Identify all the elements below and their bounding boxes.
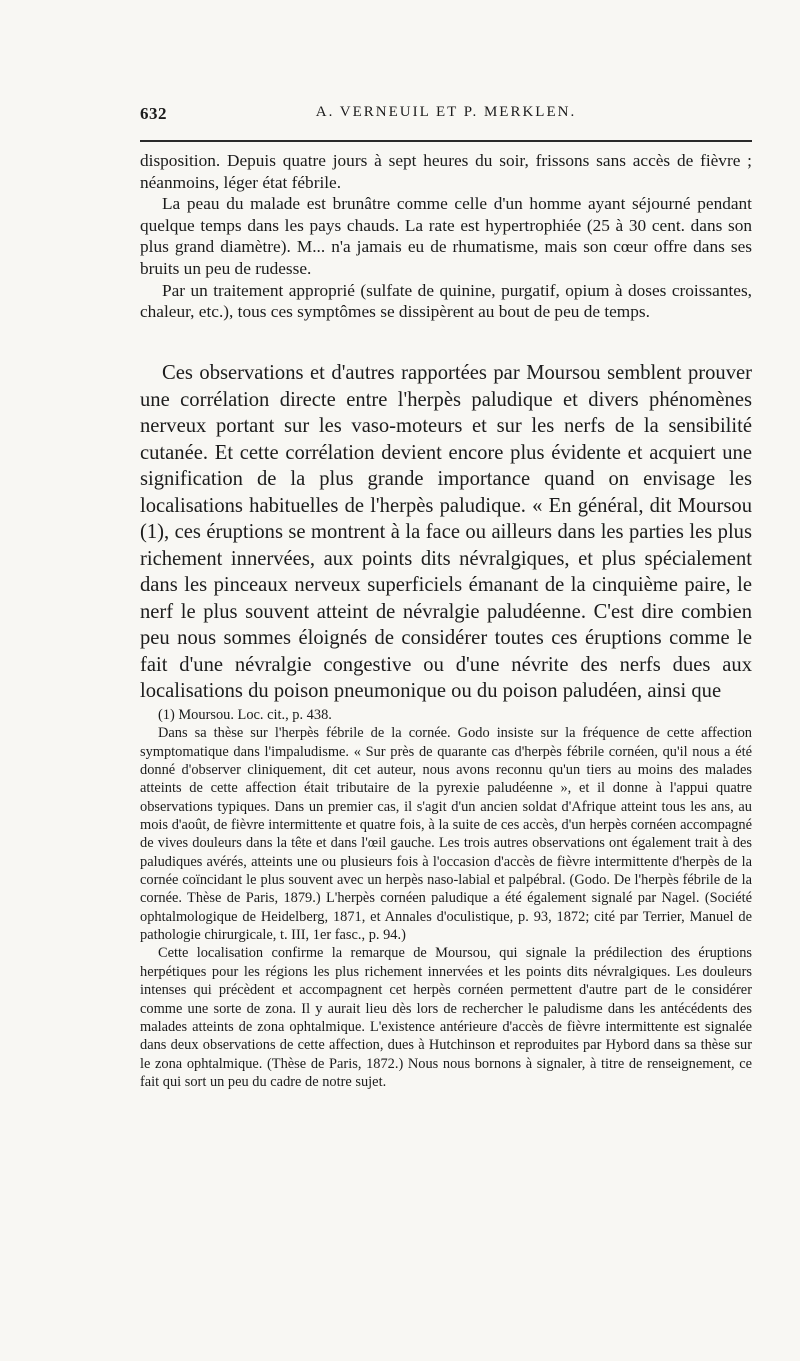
main-text — [140, 360, 752, 705]
case-report-text — [140, 150, 752, 323]
running-head: A. VERNEUIL ET P. MERKLEN. — [315, 104, 577, 120]
page-number: 632 — [140, 104, 167, 123]
footnotes — [140, 706, 752, 1091]
case-paragraph: La peau du malade est brunâtre comme celle d'un homme ayant séjourné pendant quelque temps dans les pays chauds. La rate est hypertrophiée (25 à 30 cent. dans son plus grand diamètre). M... n'a jamais eu de rhumatisme, mais son cœur offre dans ses bruits un peu de rudesse. — [140, 194, 752, 278]
header-rule — [140, 140, 752, 142]
case-paragraph: disposition. Depuis quatre jours à sept heures du soir, frissons sans accès de fièvre ; néanmoins, léger état fébrile. — [140, 151, 752, 192]
case-paragraph: Par un traitement approprié (sulfate de quinine, purgatif, opium à doses croissantes, chaleur, etc.), tous ces symptômes se dissipèrent au bout de peu de temps. — [140, 280, 752, 322]
footnote-paragraph: Dans sa thèse sur l'herpès fébrile de la cornée. Godo insiste sur la fréquence de cette affection symptomatique dans l'impaludisme. « Sur près de quarante cas d'herpès fébrile cornéen, qu'il nous a été donné d'observer cliniquement, dit cet auteur, nous avons reconnu qu'un tiers au moins des malades atteints de cette affection était tributaire de la pyrexie paludéenne », et il donne à l'appui quatre observations typiques. Dans un premier cas, il s'agit d'un ancien soldat d'Afrique atteint tous les ans, au mois d'août, de fièvre intermittente et quatre fois, à la suite de ces accès, d'un herpès cornéen accompagné de vives douleurs dans la tête et dans l'œil gauche. Les trois autres observations ont également trait à des paludiques avérés, atteints une ou plusieurs fois à l'occasion d'accès de fièvre intermittente d'herpès de la cornée coïncidant le plus souvent avec un herpès naso-labial et palpébral. (Godo. De l'herpès fébrile de la cornée. Thèse de Paris, 1879.) L'herpès cornéen paludique a été également signalé par Nagel. (Société ophtalmologique de Heidelberg, 1871, et Annales d'oculistique, p. 93, 1872; cité par Terrier, Manuel de pathologie chirurgicale, t. III, 1er fasc., p. 94.) — [140, 725, 752, 944]
page-header — [140, 104, 752, 128]
footnote-paragraph: Cette localisation confirme la remarque de Moursou, qui signale la prédilection des éruptions herpétiques pour les régions les plus richement innervées et les points dits névralgiques. Les douleurs intenses qui précèdent et accompagnent cet herpès cornéen permettent d'autre part de le considérer comme une sorte de zona. Il y aurait lieu dès lors de rechercher le paludisme dans les antécédents des malades atteints de zona ophtalmique. L'existence antérieure d'accès de fièvre intermittente est signalée dans deux observations de cette affection, dues à Hutchinson et reproduites par Hybord dans sa thèse sur le zona ophtalmique. (Thèse de Paris, 1872.) Nous nous bornons à signaler, à titre de renseignement, ce fait qui sort un peu du cadre de notre sujet. — [140, 945, 752, 1090]
main-paragraph: Ces observations et d'autres rapportées par Moursou semblent prouver une corrélation directe entre l'herpès paludique et divers phénomènes nerveux portant sur les vaso-moteurs et sur les nerfs de la sensibilité cutanée. Et cette corrélation devient encore plus évidente et acquiert une signification de la plus grande importance quand on envisage les localisations habituelles de l'herpès paludique. « En général, dit Moursou (1), ces éruptions se montrent à la face ou ailleurs dans les parties les plus richement innervées, aux points dits névralgiques, et plus spécialement dans les pinceaux nerveux superficiels émanant de la cinquième paire, le nerf le plus souvent atteint de névralgie paludéenne. C'est dire combien peu nous sommes éloignés de considérer toutes ces éruptions comme le fait d'une névralgie congestive ou d'une névrite des nerfs dues aux localisations du poison pneumonique ou du poison paludéen, ainsi que — [140, 362, 752, 702]
footnote-reference: (1) Moursou. Loc. cit., p. 438. — [158, 707, 332, 723]
